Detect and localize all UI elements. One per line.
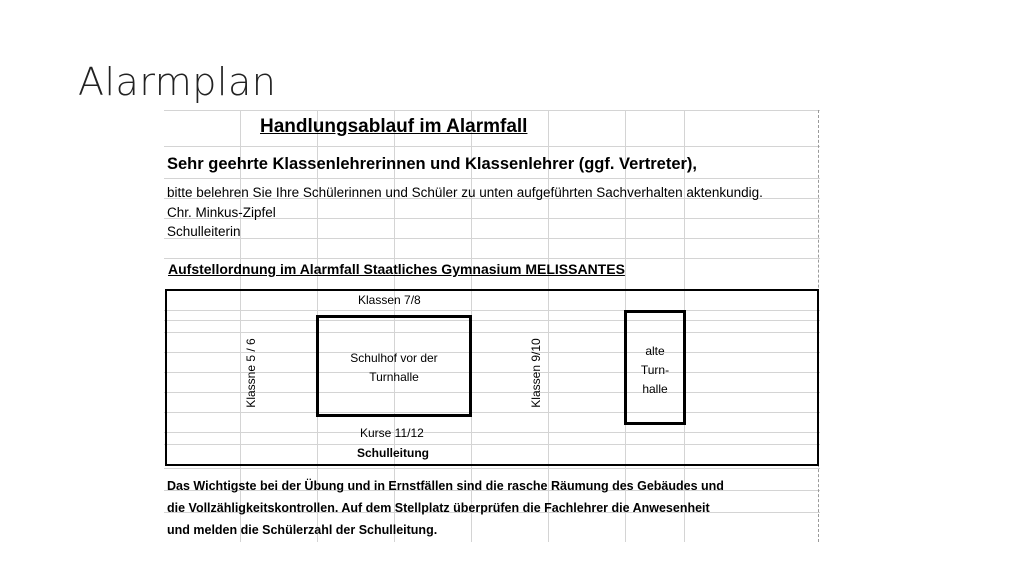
signature-name: Chr. Minkus-Zipfel (167, 205, 276, 220)
signature-role: Schulleiterin (167, 224, 241, 239)
schoolyard-label: Schulhof vor der Turnhalle (350, 351, 438, 384)
instruction-line: bitte belehren Sie Ihre Schülerinnen und Schüler zu unten aufgeführten Sachverhalten aktenkundig. (167, 185, 763, 200)
document-heading: Handlungsablauf im Alarmfall (260, 116, 528, 137)
footer-line-1: Das Wichtigste bei der Übung und in Ernstfällen sind die rasche Räumung des Gebäudes und (167, 479, 724, 493)
label-klassen-7-8: Klassen 7/8 (358, 293, 421, 307)
old-gym-label-1: alte (645, 344, 665, 358)
old-gym-label-3: halle (642, 382, 668, 396)
assembly-plan-area (165, 289, 819, 466)
label-schulleitung: Schulleitung (357, 446, 429, 460)
label-klassen-5-6: Klassne 5 / 6 (244, 338, 258, 408)
footer-line-2: die Vollzähligkeitskontrollen. Auf dem Stellplatz überprüfen die Fachlehrer die Anwesenheit (167, 501, 710, 515)
footer-line-3: und melden die Schülerzahl der Schulleitung. (167, 523, 438, 537)
spreadsheet-image (164, 110, 820, 542)
label-klassen-9-10: Klassen 9/10 (529, 338, 543, 408)
old-gym-box (624, 310, 686, 425)
old-gym-label-2: Turn- (640, 363, 670, 377)
greeting-line: Sehr geehrte Klassenlehrerinnen und Klassenlehrer (ggf. Vertreter), (167, 155, 697, 173)
plan-title: Aufstellordnung im Alarmfall Staatliches Gymnasium MELISSANTES (168, 261, 625, 277)
slide-title: Alarmplan (78, 60, 277, 104)
label-kurse-11-12: Kurse 11/12 (360, 426, 424, 440)
schoolyard-box (316, 315, 472, 417)
